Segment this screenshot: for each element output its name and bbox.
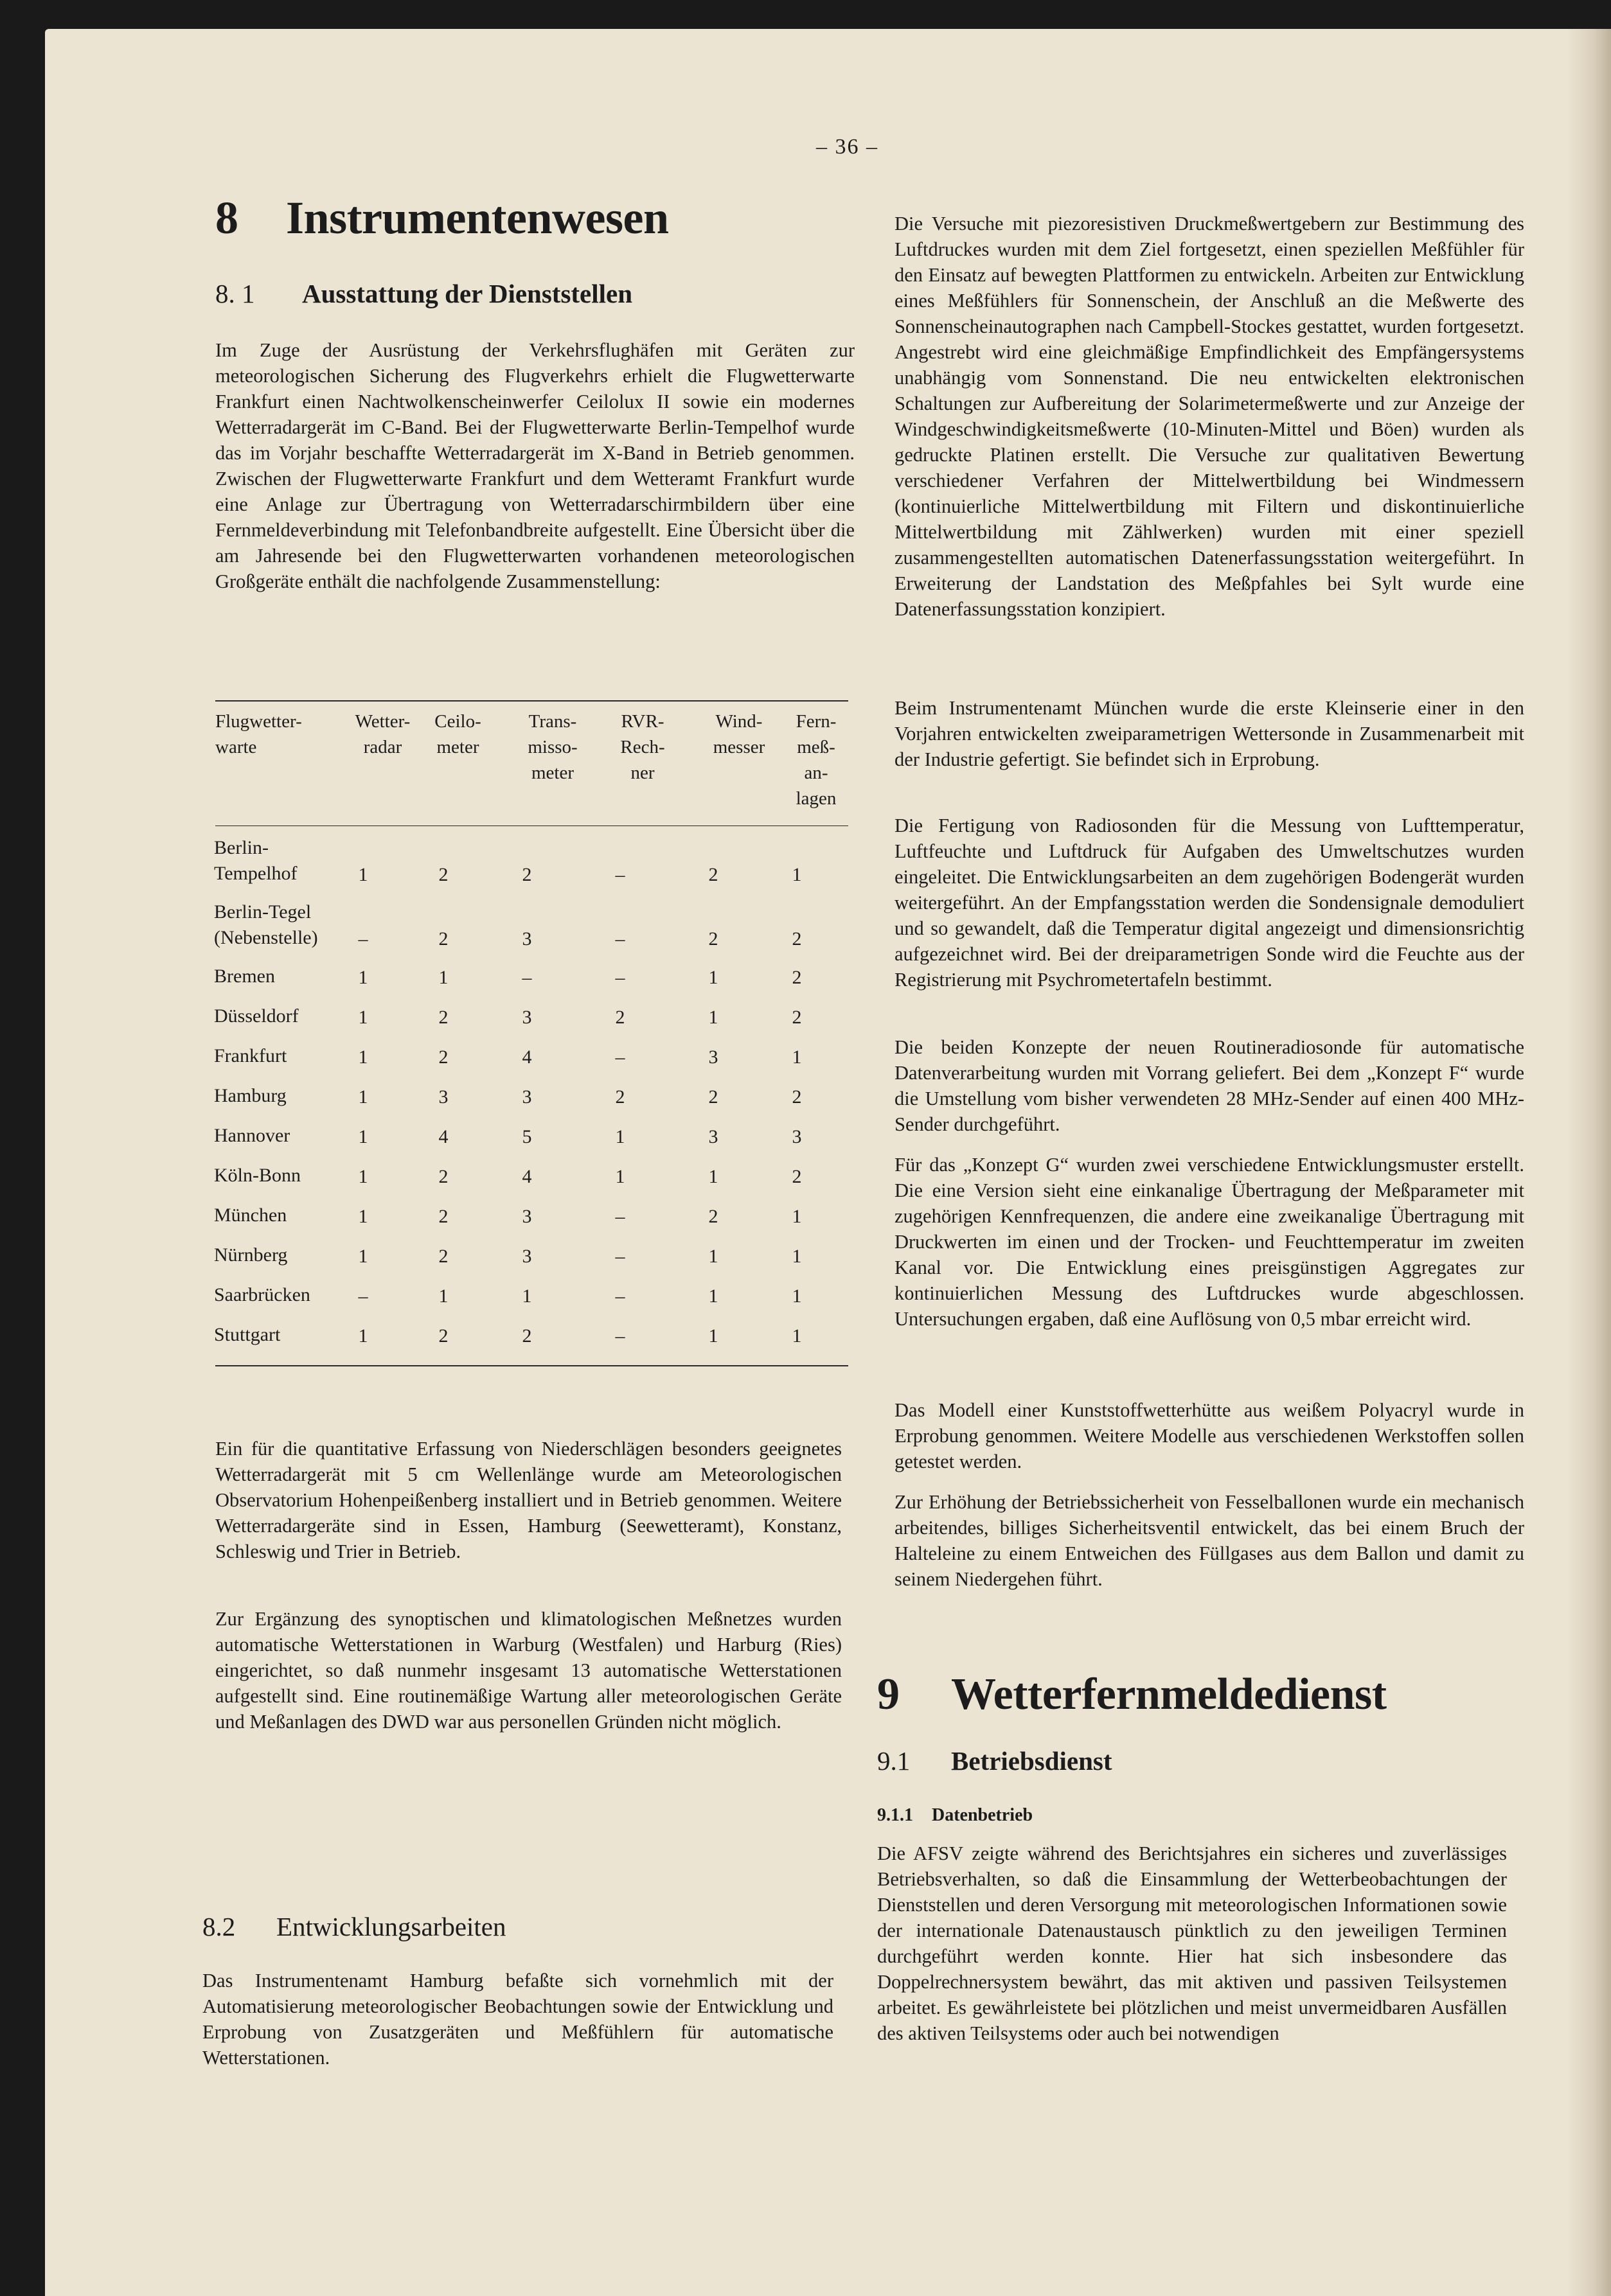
table-header-cell [421, 709, 495, 760]
table-header-cell [215, 709, 344, 760]
table-cell-value: 2 [438, 1325, 449, 1347]
table-cell-value: 2 [792, 1086, 802, 1108]
table-cell-value: 3 [438, 1086, 449, 1108]
table-cell-value: 1 [792, 1206, 802, 1227]
table-cell-value: 1 [792, 1046, 802, 1068]
subsection-number: 8.2 [202, 1912, 236, 1941]
table-cell-value: 2 [522, 864, 532, 885]
subsection-9-1-heading [877, 1745, 1112, 1776]
table-cell-value: 1 [792, 864, 802, 885]
table-cell-value: 1 [708, 967, 718, 988]
table-header-line: Wind- [715, 711, 763, 732]
table-cell-value: 3 [522, 928, 532, 949]
table-header-line: Trans- [528, 711, 577, 732]
paragraph-8-1-intro: Im Zuge der Ausrüstung der Verkehrsflughäfen mit Geräten zur meteorologischen Sicherung des Flugverkehrs erhielt die Flugwetterwarte Frankfurt einen Nachtwolkenscheinwerfer Ceilolux II sowie ein modernes Wetterradargerät im C-Band. Bei der Flugwetterwarte Berlin-Tempelhof wurde das im Vorjahr beschaffte Wetterradargerät im X-Band in Betrieb genommen. Zwischen der Flugwetterwarte Frankfurt und dem Wetteramt Frankfurt wurde eine Anlage zur Übertragung von Wetterradarschirmbildern über eine Fernmeldeverbindung mit Telefonbandbreite aufgestellt. Eine Übersicht über die am Jahresende bei den Flugwetterwarten vorhandenen meteorologischen Großgeräte enthält die nachfolgende Zusammenstellung: [215, 339, 855, 592]
table-header-line: Flugwetter- [215, 711, 302, 732]
table-cell-value: 1 [358, 864, 368, 885]
table-cell-value: 1 [615, 1126, 625, 1147]
table-cell-value: 1 [358, 1325, 368, 1347]
table-cell-value: 1 [792, 1246, 802, 1267]
table-top-rule [215, 700, 848, 702]
table-header-cell [511, 709, 594, 786]
station-name-line: Nürnberg [214, 1244, 288, 1266]
paragraph-right-2: Beim Instrumentenamt München wurde die erste Kleinserie einer in den Vorjahren entwickelten zweiparametrigen Wettersonde in Zusammenarbeit mit der Industrie gefertigt. Sie befindet sich in Erprobung. [895, 697, 1524, 770]
table-cell-value: 2 [438, 1166, 449, 1187]
station-name-line: Frankfurt [214, 1045, 287, 1066]
subsection-title: Entwicklungsarbeiten [276, 1912, 506, 1941]
table-cell-value: 1 [615, 1166, 625, 1187]
table-bottom-rule [215, 1365, 848, 1366]
table-cell-value: – [615, 1206, 625, 1227]
table-header-line: Ceilo- [434, 711, 481, 732]
table-cell-value: 2 [438, 1246, 449, 1267]
paragraph-right-6: Das Modell einer Kunststoffwetterhütte aus weißem Polyacryl wurde in Erprobung genommen. Weitere Modelle aus verschiedenen Werkstoffen sollen getestet werden. [895, 1399, 1524, 1472]
station-name-line: Köln-Bonn [214, 1165, 301, 1186]
table-cell-value: 1 [792, 1325, 802, 1347]
table-cell-value: 2 [708, 1206, 718, 1227]
table-header-line: misso- [528, 737, 578, 757]
table-row-station [214, 1282, 310, 1308]
table-row-station [214, 1203, 287, 1228]
table-cell-value: 1 [708, 1246, 718, 1267]
table-cell-value: 1 [708, 1166, 718, 1187]
table-cell-value: – [615, 1046, 625, 1068]
table-header-line: ner [630, 763, 655, 783]
table-cell-value: 2 [438, 864, 449, 885]
table-cell-value: 2 [792, 928, 802, 949]
table-cell-value: 4 [522, 1046, 532, 1068]
table-header-line: RVR- [621, 711, 664, 732]
table-row-station [214, 1043, 287, 1069]
table-cell-value: 1 [438, 967, 449, 988]
table-cell-value: 3 [708, 1046, 718, 1068]
table-row-station [214, 835, 298, 887]
station-name-line: Hannover [214, 1125, 290, 1146]
subsection-8-2-heading [202, 1911, 506, 1942]
table-cell-value: 3 [522, 1007, 532, 1028]
station-name-line: Bremen [214, 966, 275, 987]
table-row-station [214, 899, 318, 951]
table-cell-value: 2 [438, 1046, 449, 1068]
section-number: 8 [215, 192, 238, 243]
subsubsection-title: Datenbetrieb [932, 1805, 1033, 1825]
page-edge-shadow [1566, 29, 1611, 2296]
table-cell-value: 1 [792, 1285, 802, 1307]
table-cell-value: 1 [358, 1206, 368, 1227]
section-title: Instrumentenwesen [286, 192, 669, 243]
station-name-line: München [214, 1205, 287, 1226]
table-header-line: meß- [797, 737, 835, 757]
table-header-line: warte [215, 737, 257, 757]
table-cell-value: 1 [708, 1325, 718, 1347]
table-row-station [214, 1242, 287, 1268]
table-cell-value: 2 [438, 1007, 449, 1028]
station-name-line: Berlin- [214, 837, 269, 858]
station-name-line: (Nebenstelle) [214, 927, 318, 948]
station-name-line: Hamburg [214, 1085, 287, 1106]
table-header-line: radar [363, 737, 402, 757]
table-row-station [214, 1322, 280, 1348]
table-cell-value: 1 [358, 1086, 368, 1108]
table-cell-value: – [615, 928, 625, 949]
table-cell-value: 1 [358, 1246, 368, 1267]
table-cell-value: 2 [615, 1007, 625, 1028]
table-cell-value: 1 [358, 1007, 368, 1028]
table-cell-value: 3 [792, 1126, 802, 1147]
table-header-line: meter [531, 763, 574, 783]
table-cell-value: – [615, 1285, 625, 1307]
table-header-cell [784, 709, 848, 811]
table-row-station [214, 1123, 290, 1149]
table-cell-value: 2 [438, 928, 449, 949]
table-cell-value: 2 [792, 1007, 802, 1028]
table-cell-value: 2 [522, 1325, 532, 1347]
table-header-cell [697, 709, 781, 760]
table-header-cell [346, 709, 420, 760]
table-header-line: lagen [796, 788, 837, 809]
table-cell-value: 1 [358, 1046, 368, 1068]
table-header-line: meter [436, 737, 479, 757]
station-name-line: Saarbrücken [214, 1284, 310, 1305]
table-cell-value: 3 [522, 1086, 532, 1108]
table-cell-value: 2 [792, 967, 802, 988]
table-cell-value: 3 [522, 1246, 532, 1267]
station-name-line: Tempelhof [214, 863, 298, 884]
table-row-station [214, 1163, 301, 1188]
table-cell-value: 2 [438, 1206, 449, 1227]
table-header-line: Rech- [620, 737, 665, 757]
table-cell-value: 3 [708, 1126, 718, 1147]
table-cell-value: 3 [522, 1206, 532, 1227]
table-cell-value: 2 [708, 928, 718, 949]
table-cell-value: 1 [358, 1166, 368, 1187]
section-9-heading [877, 1669, 1387, 1720]
paragraph-stations: Zur Ergänzung des synoptischen und klimatologischen Meßnetzes wurden automatische Wetterstationen in Warburg (Westfalen) und Harburg (Ries) eingerichtet, so daß nunmehr insgesamt 13 automatische Wetterstationen aufgestellt sind. Eine routinemäßige Wartung aller meteorologischen Geräte und Meßanlagen des DWD war aus personellen Gründen nicht möglich. [215, 1608, 842, 1733]
station-name-line: Stuttgart [214, 1324, 281, 1345]
table-cell-value: 2 [708, 864, 718, 885]
table-cell-value: – [615, 1246, 625, 1267]
table-cell-value: – [615, 1325, 625, 1347]
table-header-line: messer [713, 737, 765, 757]
subsection-title: Betriebsdienst [951, 1746, 1112, 1776]
table-header-line: Wetter- [355, 711, 411, 732]
table-cell-value: – [615, 864, 625, 885]
section-8-heading [215, 191, 668, 245]
table-cell-value: – [358, 1285, 368, 1307]
subsection-number: 8. 1 [215, 279, 255, 308]
station-name-line: Berlin-Tegel [214, 901, 312, 923]
table-header-cell [607, 709, 678, 786]
subsubsection-number: 9.1.1 [877, 1805, 913, 1825]
table-header-line: Fern- [796, 711, 837, 732]
paragraph-9-1-1: Die AFSV zeigte während des Berichtsjahres ein sicheres und zuverlässiges Betriebsverhalten, so daß die Einsammlung der Wetterbeobachtungen der Dienststellen und deren Versorgung mit meteorologischen Informationen sowie der internationale Datenaustausch pünktlich zu den jeweiligen Terminen durchgeführt werden konnte. Hier hat sich insbesondere das Doppelrechnersystem bewährt, das mit aktiven und passiven Teilsystemen arbeitet. Es gewährleistete bei plötzlichen und meist unvermeidbaren Ausfällen des aktiven Teilsystems oder auch bei notwendigen [877, 1842, 1507, 2044]
table-cell-value: – [522, 967, 532, 988]
table-cell-value: 2 [708, 1086, 718, 1108]
table-cell-value: – [358, 928, 368, 949]
table-cell-value: 2 [792, 1166, 802, 1187]
page-number: – 36 – [816, 135, 878, 159]
subsubsection-9-1-1-heading [877, 1805, 1033, 1826]
section-title: Wetterfernmeldedienst [951, 1670, 1387, 1719]
subsection-8-1-heading [215, 278, 632, 309]
table-cell-value: 1 [708, 1285, 718, 1307]
table-cell-value: 1 [358, 967, 368, 988]
table-cell-value: 1 [708, 1007, 718, 1028]
station-name-line: Düsseldorf [214, 1005, 299, 1027]
table-cell-value: 4 [438, 1126, 449, 1147]
table-cell-value: 1 [438, 1285, 449, 1307]
paragraph-right-5: Für das „Konzept G“ wurden zwei verschiedene Entwicklungsmuster erstellt. Die eine Version sieht eine einkanalige Übertragung der Meßparameter mit zugehörigen Kennfrequenzen, die andere eine zweikanalige Übertragung mit Druckwerten im einen und der Trocken- und Feuchttemperatur im zweiten Kanal vor. Die Entwicklung eines preisgünstigen Aggregates zur kontinuierlichen Messung des Luftdruckes wurde abgeschlossen. Untersuchungen ergaben, daß eine Auflösung von 0,5 mbar erreicht wird. [895, 1154, 1524, 1330]
table-row-station [214, 964, 275, 989]
table-header-line: an- [804, 763, 828, 783]
table-cell-value: 4 [522, 1166, 532, 1187]
table-cell-value: 5 [522, 1126, 532, 1147]
table-cell-value: 1 [358, 1126, 368, 1147]
table-cell-value: 1 [522, 1285, 532, 1307]
subsection-title: Ausstattung der Dienststellen [302, 279, 633, 308]
paragraph-right-7: Zur Erhöhung der Betriebssicherheit von Fesselballonen wurde ein mechanisch arbeitendes, billiges Sicherheitsventil entwickelt, das bei einem Bruch der Halteleine zu einem Entweichen des Füllgases aus dem Ballon und damit zu seinem Niedergehen führt. [895, 1491, 1524, 1590]
table-row-station [214, 1003, 299, 1029]
paragraph-right-1: Die Versuche mit piezoresistiven Druckmeßwertgebern zur Bestimmung des Luftdruckes wurden mit dem Ziel fortgesetzt, einen speziellen Meßfühler für den Einsatz auf bewegten Plattformen zu entwickeln. Arbeiten zur Entwicklung eines Meßfühlers für Sonnenschein, der Anschluß an die Meßwerte des Sonnenscheinautographen nach Campbell-Stockes gestattet, wurden fortgesetzt. Angestrebt wird eine gleichmäßige Empfindlichkeit des Empfängersystems unabhängig vom Sonnenstand. Die neu entwickelten elektronischen Schaltungen zur Aufbereitung der Solarimetermeßwerte und zur Anzeige der Windgeschwindigkeitsmeßwerte (10-Minuten-Mittel und Böen) wurden als gedruckte Platinen erstellt. Die Versuche zur qualitativen Bewertung verschiedener Verfahren der Mittelwertbildung bei Windmessern (kontinuierliche Mittelwertbildung mit Filtern und diskontinuierliche Mittelwertbildung mit Zählwerken) wurden mit einer speziell zusammengestellten automatischen Datenerfassungsstation weitergeführt. In Erweiterung der Landstation des Meßpfahles bei Sylt wurde eine Datenerfassungsstation konzipiert. [895, 213, 1524, 620]
table-cell-value: – [615, 967, 625, 988]
table-row-station [214, 1083, 287, 1109]
paragraph-8-2: Das Instrumentenamt Hamburg befaßte sich vornehmlich mit der Automatisierung meteorologischer Beobachtungen sowie der Entwicklung und Erprobung von Zusatzgeräten und Meßfühlern für automatische Wetterstationen. [202, 1970, 833, 2069]
paragraph-right-3: Die Fertigung von Radiosonden für die Messung von Lufttemperatur, Luftfeuchte und Luftdruck für Aufgaben des Umweltschutzes wurden eingeleitet. Die Entwicklungsarbeiten an dem zugehörigen Bodengerät wurden weitergeführt. An der Empfangsstation werden die Sondensignale demoduliert und so gewandelt, daß die Temperatur digital angezeigt und dimensionsrichtig aufgezeichnet wird. Bei der dreiparametrigen Sonde wird die Feuchte aus der Registrierung mit Psychrometertafeln bestimmt. [895, 815, 1524, 991]
paragraph-right-4: Die beiden Konzepte der neuen Routineradiosonde für automatische Datenverarbeitung wurden mit Vorrang geliefert. Bei dem „Konzept F“ wurde die Umstellung vom bisher verwendeten 28 MHz-Sender auf einen 400 MHz-Sender durchgeführt. [895, 1036, 1524, 1135]
table-cell-value: 2 [615, 1086, 625, 1108]
subsection-number: 9.1 [877, 1746, 911, 1776]
section-number: 9 [877, 1670, 900, 1719]
paragraph-radar: Ein für die quantitative Erfassung von Niederschlägen besonders geeignetes Wetterradargerät mit 5 cm Wellenlänge wurde am Meteorologischen Observatorium Hohenpeißenberg installiert und in Betrieb genommen. Weitere Wetterradargeräte sind in Essen, Hamburg (Seewetteramt), Konstanz, Schleswig und Trier in Betrieb. [215, 1438, 842, 1562]
